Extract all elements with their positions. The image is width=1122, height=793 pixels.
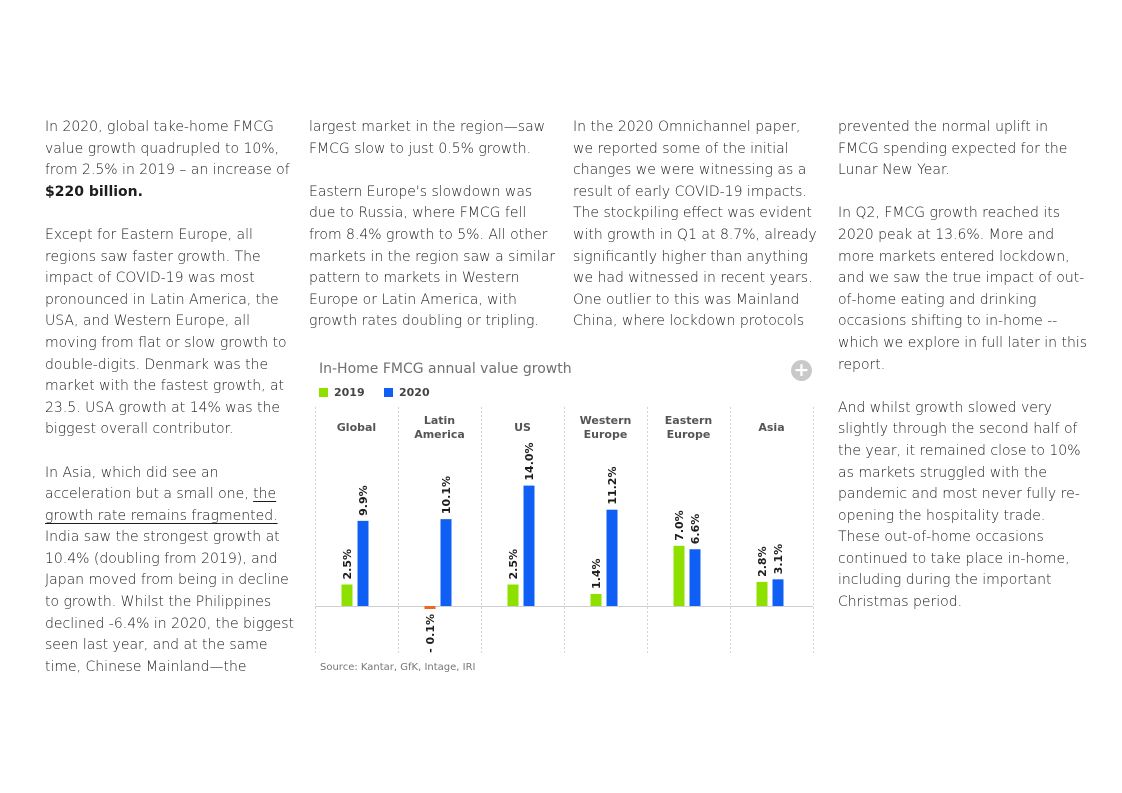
category-label	[665, 414, 712, 441]
text-column-4	[838, 117, 1088, 614]
category-label-line: Europe	[666, 428, 711, 441]
bar-2019	[591, 594, 602, 606]
category-label-line: Global	[336, 421, 377, 434]
fragmented-growth-link[interactable]: the growth rate remains fragmented.	[45, 486, 278, 524]
paragraph: Except for Eastern Europe, all regions saw faster growth. The impact of COVID-19 was most pronounced in Latin America, the USA, and Western Europe, all moving from flat or slow growth to double-digits. Denmark was the market with the fastest growth, at 23.5. USA growth at 14% was the biggest overall contributor.	[45, 226, 287, 438]
bar-2019	[508, 585, 519, 607]
bar-2020	[690, 549, 701, 606]
bar-2020	[607, 510, 618, 606]
legend-label: 2020	[399, 386, 430, 399]
paragraph-text: In Asia, which did see an acceleration but a small one,	[45, 464, 254, 503]
category-label-line: US	[514, 421, 531, 434]
category-label	[414, 414, 465, 441]
category-label	[758, 421, 784, 434]
text-column-1	[45, 117, 295, 678]
bar-value-label: 11.2%	[606, 466, 619, 505]
text-column-2	[309, 117, 559, 333]
bar-value-label: 9.9%	[357, 485, 370, 516]
bar-value-label: 6.6%	[689, 513, 702, 545]
paragraph	[45, 463, 295, 679]
paragraph: In Q2, FMCG growth reached its 2020 peak at 13.6%. More and more markets entered lockdown, and we saw the true impact of out-of-home eating and drinking occasions shifting to in-home -- which we explore in full later in this report.	[838, 205, 1088, 373]
bar-value-label: - 0.1%	[424, 614, 437, 653]
category-label-line: Eastern	[664, 414, 713, 427]
category-label-line: America	[414, 428, 465, 441]
legend-swatch-2019	[319, 388, 328, 397]
paragraph: And whilst growth slowed very slightly through the second half of the year, it remained close to 10% as markets struggled with the pandemic and most never fully re-opening the hospitality trade. These out-of-home occasions continued to take place in-home, including during the important Christmas period.	[838, 399, 1081, 611]
paragraph	[45, 117, 295, 203]
bar-value-label: 2.8%	[756, 546, 769, 577]
chart-source: Source: Kantar, GfK, Intage, IRI	[320, 662, 476, 673]
expand-icon[interactable]: +	[791, 360, 812, 381]
legend-item-2019	[319, 386, 365, 399]
bar-2019	[757, 582, 768, 606]
category-label	[580, 414, 632, 441]
paragraph: Eastern Europe's slowdown was due to Russia, where FMCG fell from 8.4% growth to 5%. All other markets in the region saw a similar pattern to markets in Western Europe or Latin America, with growth rates doubling or tripling.	[309, 183, 556, 330]
category-label-line: Latin	[423, 414, 456, 427]
category-label-line: Western	[579, 414, 632, 427]
bar-2020	[441, 519, 452, 606]
text-column-3	[573, 117, 823, 333]
bar-2019	[674, 546, 685, 606]
legend-item-2020	[384, 386, 430, 399]
legend-swatch-2020	[384, 388, 393, 397]
bar-value-label: 14.0%	[523, 442, 536, 481]
highlight-amount: $220 billion.	[45, 183, 143, 200]
category-label	[337, 421, 376, 434]
paragraph-text: India saw the strongest growth at 10.4% (doubling from 2019), and Japan moved from being in decline to growth. Whilst the Philippines declined -6.4% in 2020, the biggest seen last year, and at the same time, Chinese Mainland—the	[45, 529, 295, 675]
bar-value-label: 10.1%	[440, 475, 453, 515]
paragraph-text: In 2020, global take-home FMCG value growth quadrupled to 10%, from 2.5% in 2019 – an increase of	[45, 119, 290, 179]
bar-value-label: 3.1%	[772, 543, 785, 575]
chart-canvas	[310, 355, 820, 680]
bar-2019	[342, 585, 353, 607]
bar-2020	[524, 486, 535, 606]
paragraph: In the 2020 Omnichannel paper, we reported some of the initial changes we were witnessing as a result of early COVID-19 impacts. The stockpiling effect was evident with growth in Q1 at 8.7%, already significantly higher than anything we had witnessed in recent years. One outlier to this was Mainland China, where lockdown protocols	[573, 119, 817, 330]
growth-chart	[310, 355, 820, 680]
bar-value-label: 2.5%	[507, 548, 520, 580]
bar-2020	[773, 579, 784, 606]
bar-value-label: 2.5%	[341, 548, 354, 580]
paragraph: largest market in the region—saw FMCG slow to just 0.5% growth.	[309, 119, 546, 157]
bar-2020	[358, 521, 369, 606]
bar-value-label: 1.4%	[590, 558, 603, 589]
chart-title: In-Home FMCG annual value growth	[319, 361, 572, 377]
category-label-line: Asia	[758, 421, 785, 434]
category-label-line: Europe	[583, 428, 628, 441]
category-label	[514, 421, 531, 434]
bar-2019	[425, 606, 436, 609]
paragraph: prevented the normal uplift in FMCG spending expected for the Lunar New Year.	[838, 119, 1068, 179]
legend-label: 2019	[334, 386, 365, 399]
bar-value-label: 7.0%	[673, 510, 686, 541]
